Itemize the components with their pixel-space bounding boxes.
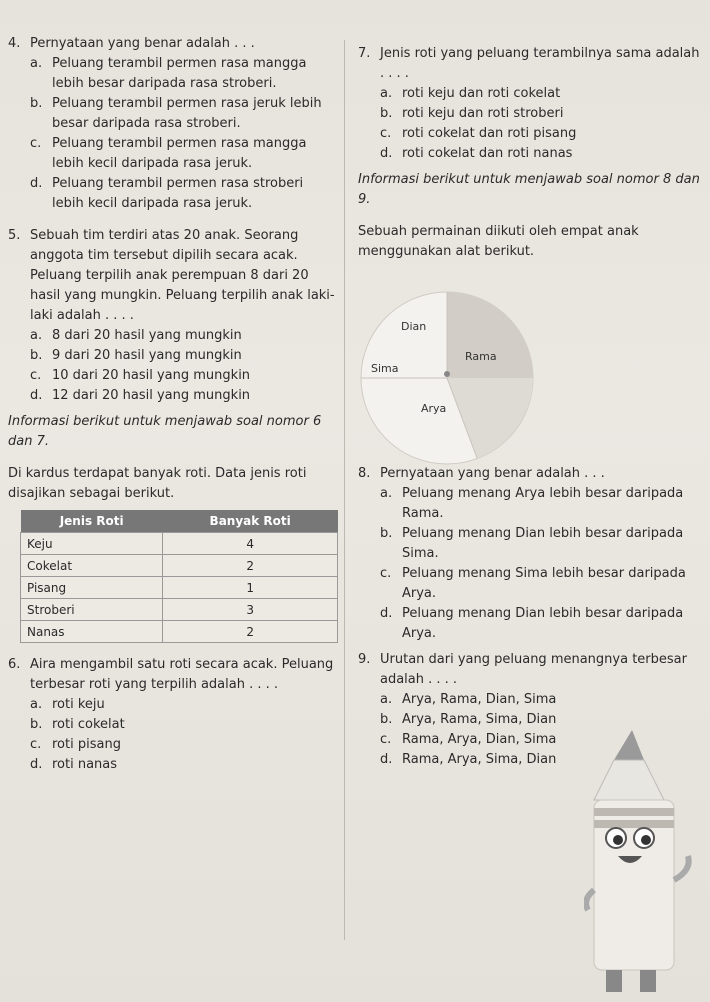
question-4-option-d[interactable]: d. Peluang terambil permen rasa stroberi lebih kecil daripada rasa jeruk. [30,176,304,211]
table-row: Stroberi 3 [21,599,338,621]
question-5-text: Sebuah tim terdiri atas 20 anak. Seorang anggota tim tersebut dipilih secara acak. Peluang terpilih anak perempuan 8 dari 20 hasil yang mungkin. Peluang terpilih anak laki-laki adalah . . . . [30,228,335,323]
question-5-option-c[interactable]: c. 10 dari 20 hasil yang mungkin [30,368,251,383]
left-column [8,34,338,775]
question-5: 5. Sebuah tim terdiri atas 20 anak. Seorang anggota tim tersebut dipilih secara acak. Peluang terpilih anak perempuan 8 dari 20 hasil yang mungkin. Peluang terpilih anak laki-laki adalah . . . . a. 8 dari 20 hasil yang mungkin b. 9 dari 20 hasil yang mungkin c. 10 dari 20 hasil yang mungkin d. 12 dari 20 hasil yang mungkin [8,226,338,406]
arm-right [674,856,689,880]
info-6-7: Informasi berikut untuk menjawab soal nomor 6 dan 7. [8,414,322,449]
table-row: Cokelat 2 [21,555,338,577]
pupil-left [613,835,623,845]
question-8-option-d[interactable]: d. Peluang menang Dian lebih besar daripada Arya. [380,606,684,641]
kardus-text: Di kardus terdapat banyak roti. Data jenis roti disajikan sebagai berikut. [8,466,307,501]
question-9: 9. Urutan dari yang peluang menangnya terbesar adalah . . . . a. Arya, Rama, Dian, Sima b. Arya, Rama, Sima, Dian c. Rama, Arya, Dian, Sima d. Rama, Arya, Sima, Dian [358,650,703,770]
question-9-option-c[interactable]: c. Rama, Arya, Dian, Sima [380,732,557,747]
spinner-label-sima: Sima [371,362,399,375]
question-5-option-a[interactable]: a. 8 dari 20 hasil yang mungkin [30,328,242,343]
question-8-option-b[interactable]: b. Peluang menang Dian lebih besar daripada Sima. [380,526,684,561]
question-9-option-d[interactable]: d. Rama, Arya, Sima, Dian [380,752,557,767]
question-6-text: Aira mengambil satu roti secara acak. Peluang terbesar roti yang terpilih adalah . . . . [30,657,334,692]
question-7-option-a[interactable]: a. roti keju dan roti cokelat [380,86,561,101]
question-5-option-d[interactable]: d. 12 dari 20 hasil yang mungkin [30,388,251,403]
column-divider [344,40,345,940]
question-7-option-c[interactable]: c. roti cokelat dan roti pisang [380,126,577,141]
table-header-count: Banyak Roti [163,510,338,533]
question-6-option-a[interactable]: a. roti keju [30,697,105,712]
question-8-option-c[interactable]: c. Peluang menang Sima lebih besar daripada Arya. [380,566,686,601]
spinner-pin [444,371,450,377]
question-9-option-a[interactable]: a. Arya, Rama, Dian, Sima [380,692,557,707]
question-7-option-d[interactable]: d. roti cokelat dan roti nanas [380,146,573,161]
question-8: 8. Pernyataan yang benar adalah . . . a. Peluang menang Arya lebih besar daripada Rama. b. Peluang menang Dian lebih besar daripada Sima. c. Peluang menang Sima lebih besar daripada Arya. d. Peluang menang Dian lebih besar daripada Arya. [358,464,703,644]
table-header-type: Jenis Roti [21,510,163,533]
pencil-cone [594,760,664,800]
question-7-option-b[interactable]: b. roti keju dan roti stroberi [380,106,564,121]
table-row: Pisang 1 [21,577,338,599]
question-9-text: Urutan dari yang peluang menangnya terbesar adalah . . . . [380,652,687,687]
table-row: Keju 4 [21,533,338,555]
pencil-band [594,808,674,816]
table-row: Nanas 2 [21,621,338,643]
spinner-label-arya: Arya [421,402,447,415]
question-4-option-a[interactable]: a. Peluang terambil permen rasa mangga lebih besar daripada rasa stroberi. [30,56,307,91]
question-4: 4. Pernyataan yang benar adalah . . . a. Peluang terambil permen rasa mangga lebih besar daripada rasa stroberi. b. Peluang terambil permen rasa jeruk lebih besar daripada rasa stroberi. c. Peluang terambil permen rasa mangga lebih kecil daripada rasa jeruk. d. Peluang terambil permen rasa stroberi lebih kecil daripada rasa jeruk. [8,34,338,214]
question-7-text: Jenis roti yang peluang terambilnya sama adalah . . . . [380,46,700,81]
spinner-label-rama: Rama [465,350,497,363]
question-8-text: Pernyataan yang benar adalah . . . [380,466,605,481]
question-5-option-b[interactable]: b. 9 dari 20 hasil yang mungkin [30,348,242,363]
leg-left [606,970,622,992]
info-8-9: Informasi berikut untuk menjawab soal nomor 8 dan 9. [358,172,700,207]
question-9-option-b[interactable]: b. Arya, Rama, Sima, Dian [380,712,557,727]
leg-right [640,970,656,992]
pencil-mascot-illustration [584,730,704,1000]
spinner-sector-rama [447,292,533,378]
spinner-wheel [357,288,537,468]
question-6-option-c[interactable]: c. roti pisang [30,737,121,752]
spinner-label-dian: Dian [401,320,427,333]
question-6: 6. Aira mengambil satu roti secara acak. Peluang terbesar roti yang terpilih adalah . . . . a. roti keju b. roti cokelat c. roti pisang d. roti nanas [8,655,338,775]
question-4-option-b[interactable]: b. Peluang terambil permen rasa jeruk lebih besar daripada rasa stroberi. [30,96,322,131]
question-6-option-b[interactable]: b. roti cokelat [30,717,125,732]
question-4-option-c[interactable]: c. Peluang terambil permen rasa mangga lebih kecil daripada rasa jeruk. [30,136,307,171]
question-4-text: Pernyataan yang benar adalah . . . [30,36,255,51]
question-7: 7. Jenis roti yang peluang terambilnya sama adalah . . . . a. roti keju dan roti cokelat b. roti keju dan roti stroberi c. roti cokelat dan roti pisang d. roti cokelat dan roti nanas [358,44,703,164]
pencil-band [594,820,674,828]
question-8-option-a[interactable]: a. Peluang menang Arya lebih besar daripada Rama. [380,486,684,521]
permainan-text: Sebuah permainan diikuti oleh empat anak menggunakan alat berikut. [358,224,639,259]
question-6-option-d[interactable]: d. roti nanas [30,757,118,772]
pupil-right [641,835,651,845]
arm-left [586,890,594,910]
pencil-tip [614,730,644,760]
bread-table [20,510,338,643]
